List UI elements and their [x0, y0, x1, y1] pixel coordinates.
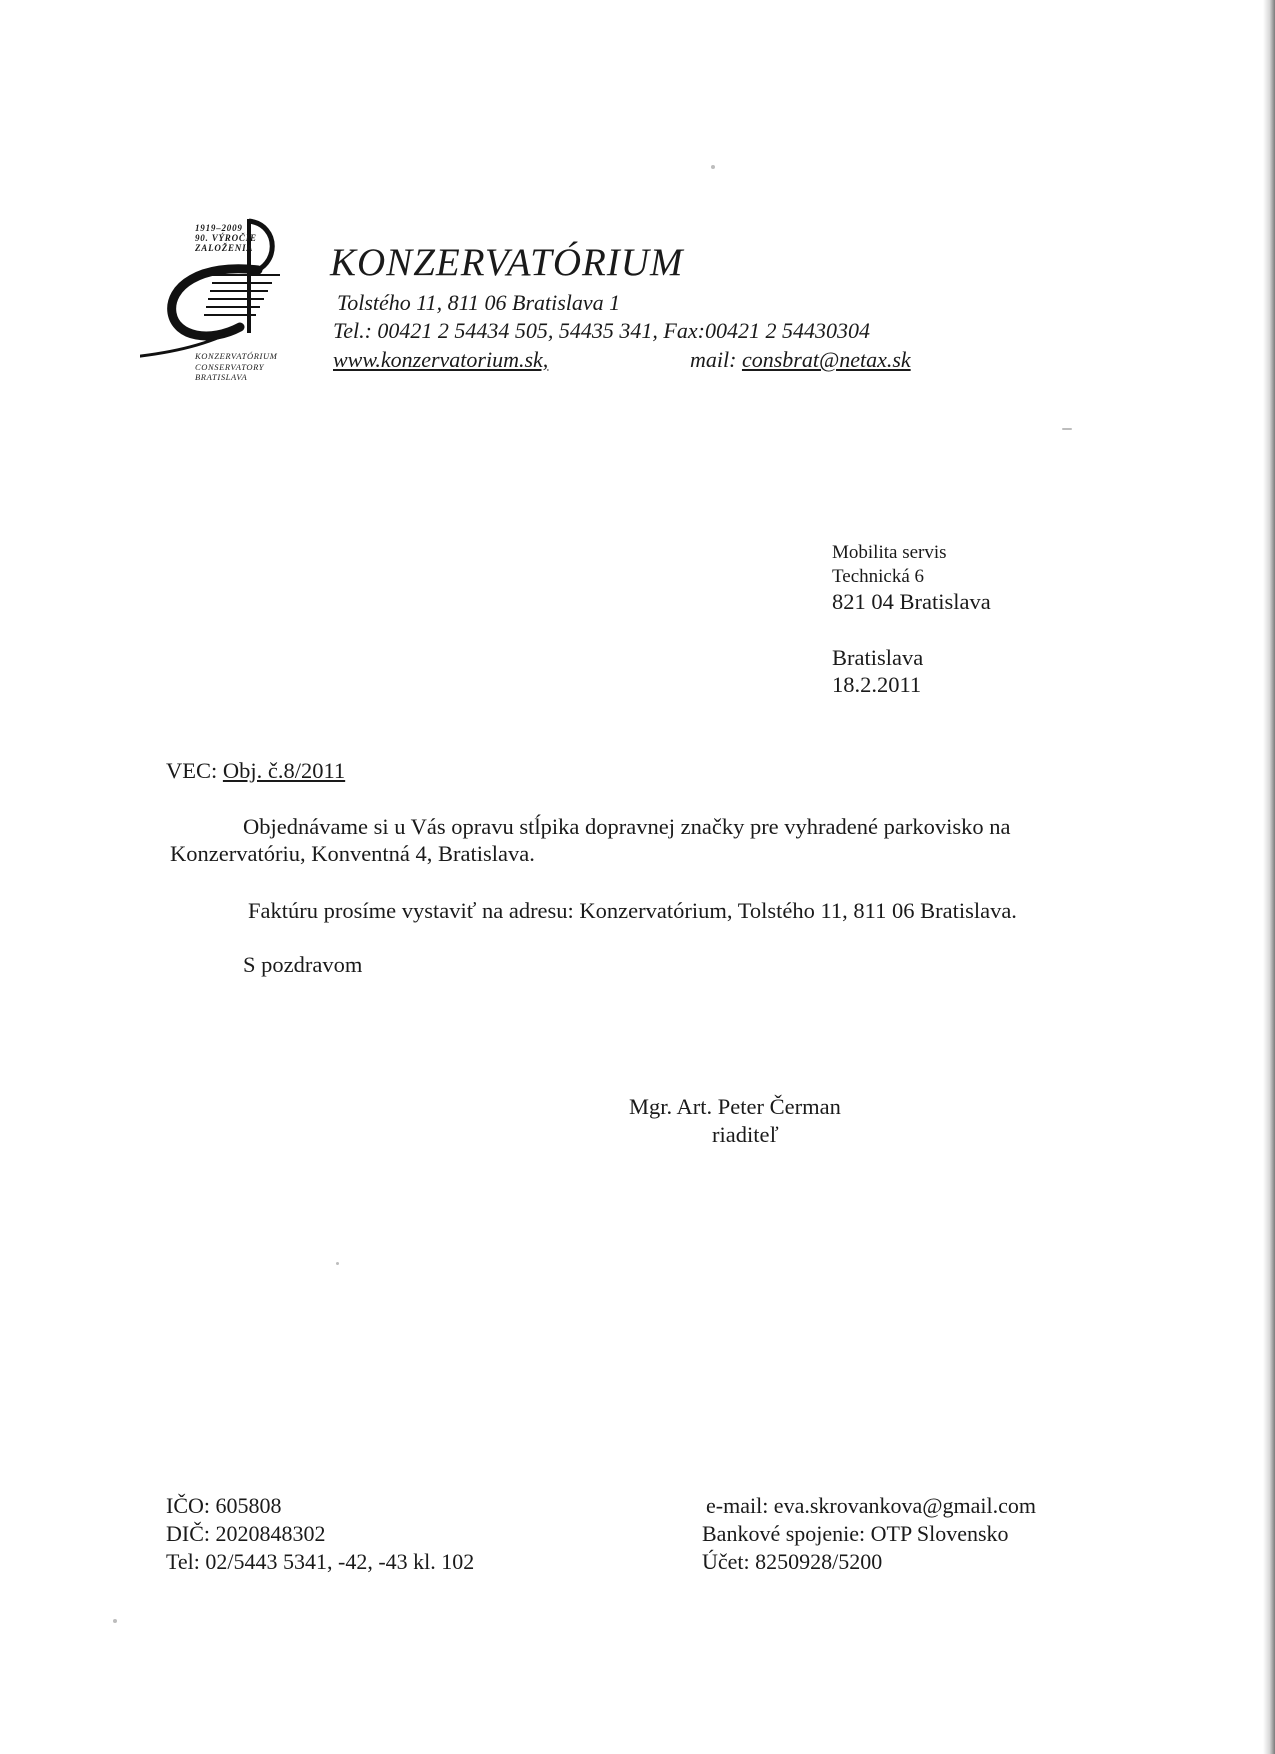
organization-address: Tolstého 11, 811 06 Bratislava 1	[337, 290, 621, 315]
body-paragraph-1-line-1: Objednávame si u Vás opravu stĺpika dopravnej značky pre vyhradené parkovisko na	[243, 814, 1011, 839]
organization-mail	[690, 347, 911, 373]
footer-dic: DIČ: 2020848302	[166, 1521, 326, 1546]
signatory-name: Mgr. Art. Peter Čerman	[629, 1094, 841, 1119]
logo-caption: KONZERVATÓRIUM CONSERVATORY BRATISLAVA	[195, 351, 278, 382]
letter-place: Bratislava	[832, 645, 924, 670]
organization-website-link[interactable]: www.konzervatorium.sk,	[333, 347, 549, 372]
footer-email: e-mail: eva.skrovankova@gmail.com	[706, 1493, 1036, 1518]
scan-speck	[113, 1619, 117, 1623]
footer-account: Účet: 8250928/5200	[702, 1549, 883, 1574]
organization-phone-fax: Tel.: 00421 2 54434 505, 54435 341, Fax:00421 2 54430304	[333, 318, 870, 343]
footer-company-ids	[166, 1492, 474, 1576]
subject-order-number: Obj. č.8/2011	[222, 758, 346, 783]
organization-name: KONZERVATÓRIUM	[330, 241, 684, 284]
footer-ico: IČO: 605808	[166, 1493, 282, 1518]
subject-label: VEC:	[166, 758, 218, 783]
logo-anniversary-text: 1919–2009 90. VÝROČIE ZALOŽENIA	[195, 223, 257, 253]
scan-speck	[336, 1262, 339, 1265]
recipient-city: 821 04 Bratislava	[832, 589, 991, 614]
footer-bank: Bankové spojenie: OTP Slovensko	[702, 1521, 1009, 1546]
mail-label: mail:	[690, 347, 737, 372]
footer-contact-bank	[702, 1492, 1036, 1576]
closing-salutation: S pozdravom	[243, 952, 363, 977]
body-paragraph-1-line-2: Konzervatóriu, Konventná 4, Bratislava.	[170, 841, 535, 866]
scan-speck	[1062, 428, 1072, 430]
scan-edge-shadow	[1263, 0, 1275, 1754]
footer-tel: Tel: 02/5443 5341, -42, -43 kl. 102	[166, 1549, 475, 1574]
signatory-title: riaditeľ	[712, 1122, 779, 1147]
letter-date: 18.2.2011	[832, 672, 922, 697]
organization-email-link[interactable]: consbrat@netax.sk	[741, 347, 911, 372]
body-paragraph-2: Faktúru prosíme vystaviť na adresu: Konzervatórium, Tolstého 11, 811 06 Bratislava.	[248, 898, 1017, 923]
recipient-street: Technická 6	[832, 566, 925, 587]
conservatory-logo	[140, 215, 310, 390]
scan-speck	[711, 165, 715, 169]
recipient-name: Mobilita servis	[832, 542, 947, 563]
subject-line	[166, 758, 345, 784]
